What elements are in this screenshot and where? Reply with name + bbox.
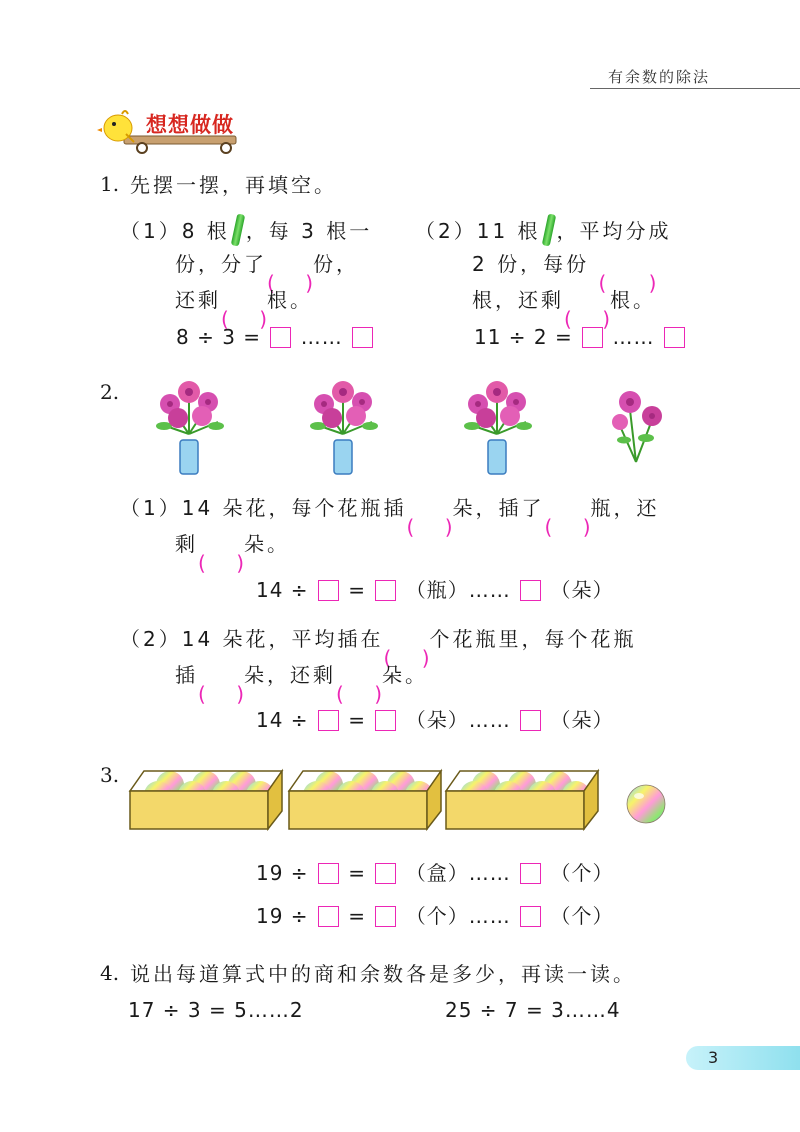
q2p1-text-d: 剩: [175, 532, 198, 556]
q3-equation-1: [256, 857, 614, 886]
q1p2-text-c: 2 份，每份: [472, 252, 590, 276]
q2-part1-equation: [256, 574, 614, 603]
stick-icon: [541, 214, 555, 247]
section-title: 想想做做: [146, 113, 234, 137]
q1p1-text-f: 根。: [267, 288, 313, 312]
answer-box[interactable]: [664, 327, 685, 348]
q4-equation-2: 25 ÷ 7 = 3……4: [445, 998, 621, 1022]
q1-part1-line1: [120, 214, 372, 246]
stick-icon: [231, 214, 245, 247]
q2p1-text-c: 瓶，还: [590, 496, 660, 520]
q1p1-text-a: （1）8 根: [120, 219, 230, 243]
q1p1-text-d: 份，: [313, 252, 359, 276]
answer-box[interactable]: [520, 580, 541, 601]
equation-text: 19 ÷: [256, 861, 309, 885]
q4-equation-1: 17 ÷ 3 = 5……2: [128, 998, 304, 1022]
q1p2-text-a: （2）11 根: [415, 219, 541, 243]
unit-label: （个）……: [405, 904, 511, 928]
q1-part2-equation: [474, 325, 687, 349]
flower-vase-icon: [302, 374, 384, 482]
question-number-3: 3.: [100, 763, 120, 787]
page-number: 3: [708, 1048, 719, 1067]
box-of-balls-icon: [287, 767, 443, 835]
q2-part1-line1: [120, 495, 660, 521]
equals-sign: =: [348, 578, 367, 602]
q2p2-text-b: 个花瓶里，每个花瓶: [429, 627, 637, 651]
answer-box[interactable]: [318, 580, 339, 601]
q1-part1-equation: [176, 325, 375, 349]
q2-part2-line2: [175, 662, 428, 688]
equation-text: 14 ÷: [256, 708, 309, 732]
q2p1-text-a: （1）14 朵花，每个花瓶插: [120, 496, 407, 520]
answer-box[interactable]: [375, 906, 396, 927]
answer-box[interactable]: [270, 327, 291, 348]
q1p2-text-b: ，平均分成: [556, 219, 672, 243]
q1-part1-line3: [175, 287, 313, 313]
q1p1-text-c: 份，分了: [175, 252, 267, 276]
equation-text: 19 ÷: [256, 904, 309, 928]
box-of-balls-icon: [128, 767, 284, 835]
unit-label: （盒）……: [405, 861, 511, 885]
flower-bunch-icon: [606, 380, 676, 468]
unit-label: （个）: [550, 861, 614, 885]
equals-sign: =: [348, 904, 367, 928]
equation-text: 14 ÷: [256, 578, 309, 602]
q2-part2-equation: [256, 704, 614, 733]
equation-text: 8 ÷ 3 =: [176, 325, 262, 349]
unit-label: （朵）: [550, 708, 614, 732]
page-number-tab: [686, 1046, 800, 1070]
equals-sign: =: [348, 861, 367, 885]
q1-part2-line3: [472, 287, 656, 313]
answer-box[interactable]: [352, 327, 373, 348]
q1p1-text-e: 还剩: [175, 288, 221, 312]
box-of-balls-icon: [444, 767, 600, 835]
chapter-title: 有余数的除法: [608, 68, 711, 86]
answer-box[interactable]: [520, 710, 541, 731]
q2-part1-line2: [175, 531, 290, 557]
q2p2-text-d: 朵，还剩: [244, 663, 336, 687]
answer-box[interactable]: [318, 906, 339, 927]
answer-box[interactable]: [520, 906, 541, 927]
answer-box[interactable]: [318, 863, 339, 884]
q2p2-text-a: （2）14 朵花，平均插在: [120, 627, 384, 651]
remainder-dots: ……: [612, 325, 655, 349]
header-rule: [590, 88, 800, 89]
unit-label: （个）: [550, 904, 614, 928]
single-ball-icon: [624, 782, 668, 830]
question-number-2: 2.: [100, 380, 120, 404]
answer-box[interactable]: [318, 710, 339, 731]
q2-part2-line1: [120, 626, 637, 652]
q2p1-text-e: 朵。: [244, 532, 290, 556]
q1-prompt: 先摆一摆，再填空。: [130, 173, 337, 197]
answer-box[interactable]: [582, 327, 603, 348]
unit-label: （朵）……: [405, 708, 511, 732]
q1p2-text-d: 根，还剩: [472, 288, 564, 312]
q1-part2-line1: [415, 214, 672, 246]
q1-part2-line2: [472, 251, 656, 277]
question-number-1: 1.: [100, 172, 120, 196]
unit-label: （瓶）……: [405, 578, 511, 602]
q3-equation-2: [256, 900, 614, 929]
unit-label: （朵）: [550, 578, 614, 602]
remainder-dots: ……: [300, 325, 343, 349]
answer-box[interactable]: [520, 863, 541, 884]
q1p1-text-b: ，每 3 根一: [245, 219, 373, 243]
equals-sign: =: [348, 708, 367, 732]
q2p1-text-b: 朵，插了: [452, 496, 545, 520]
answer-box[interactable]: [375, 710, 396, 731]
q1-part1-line2: [175, 251, 359, 277]
q2p2-text-e: 朵。: [382, 663, 428, 687]
flower-vase-icon: [148, 374, 230, 482]
q1p2-text-e: 根。: [610, 288, 656, 312]
answer-box[interactable]: [375, 863, 396, 884]
q4-prompt: 说出每道算式中的商和余数各是多少，再读一读。: [130, 962, 636, 986]
q2p2-text-c: 插: [175, 663, 198, 687]
question-number-4: 4.: [100, 961, 120, 985]
answer-box[interactable]: [375, 580, 396, 601]
flower-vase-icon: [456, 374, 538, 482]
equation-text: 11 ÷ 2 =: [474, 325, 573, 349]
